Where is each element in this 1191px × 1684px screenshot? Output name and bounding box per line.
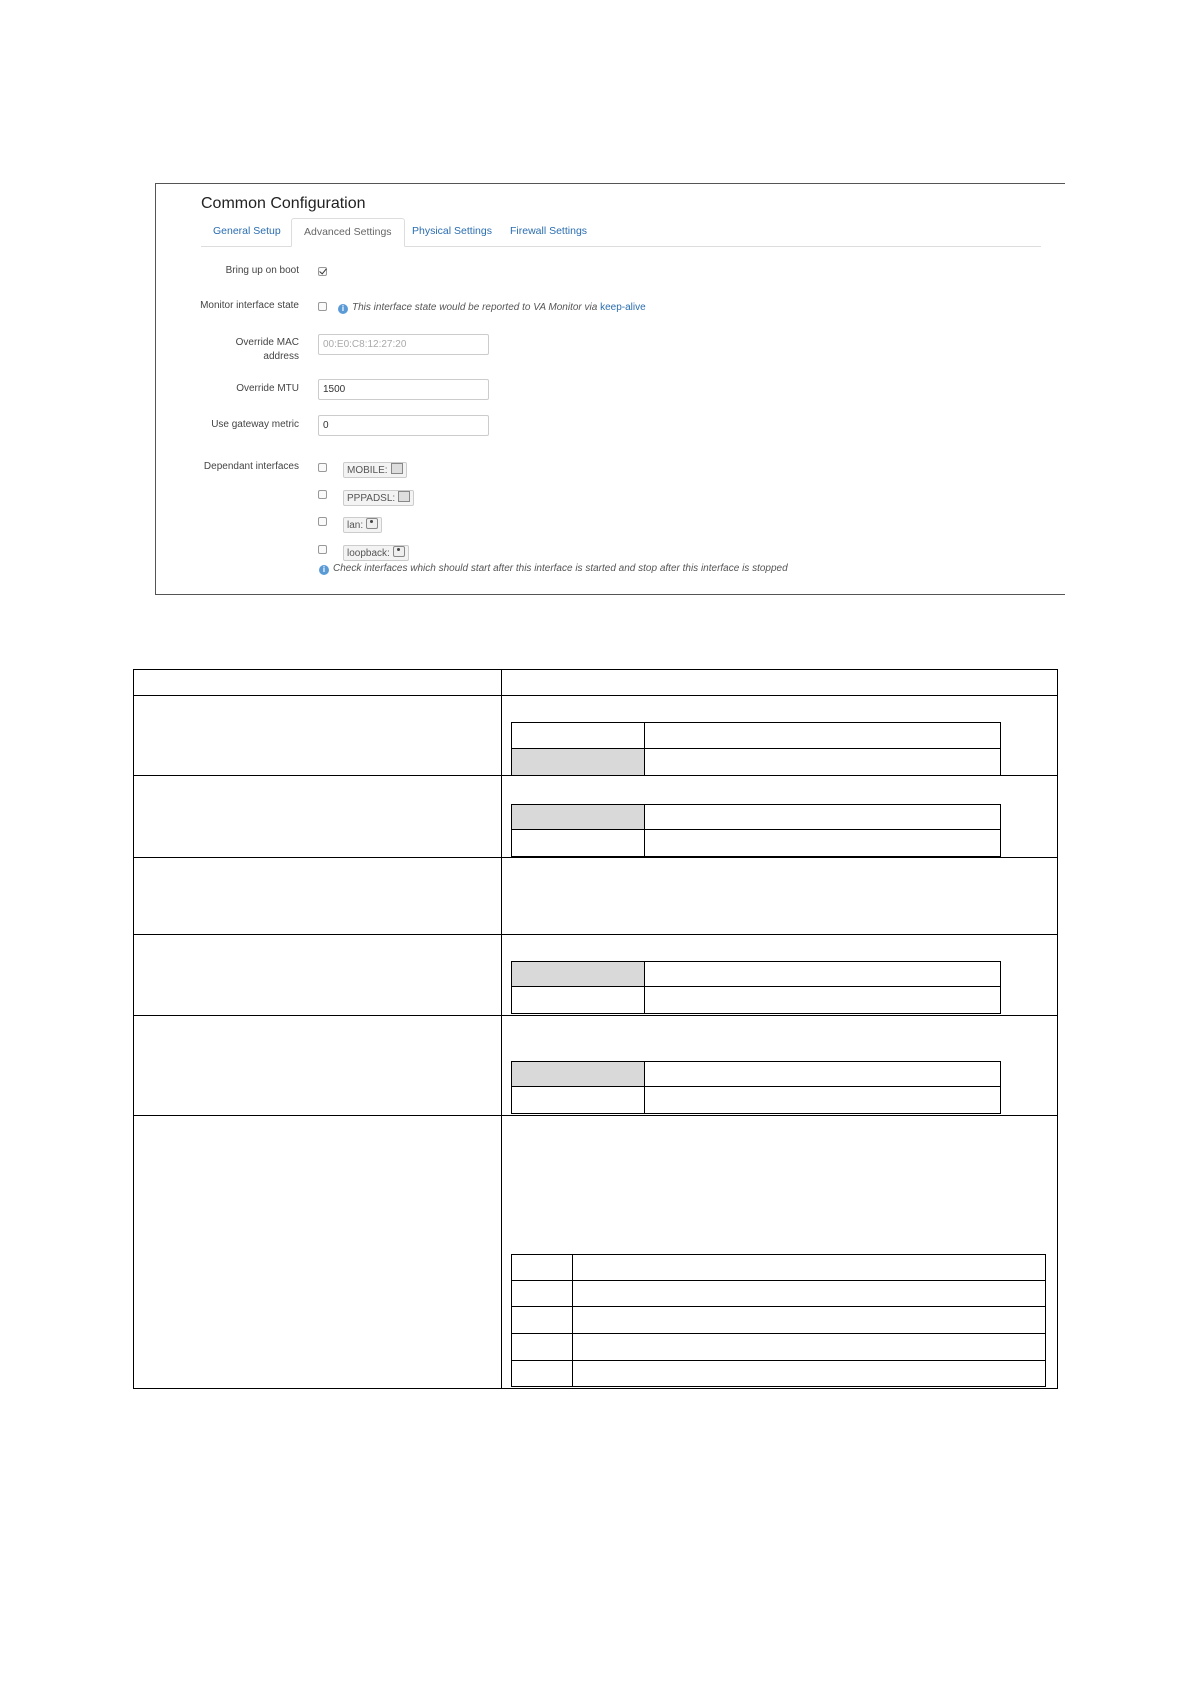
nested-table-border xyxy=(511,961,1001,962)
row-divider xyxy=(133,695,1058,696)
override-mac-input[interactable]: 00:E0:C8:12:27:20 xyxy=(318,334,489,355)
keep-alive-link[interactable]: keep-alive xyxy=(600,302,646,313)
info-icon: i xyxy=(338,304,348,314)
nested-table-border xyxy=(511,1013,1001,1014)
row-divider xyxy=(133,775,1058,776)
tab-firewall-settings[interactable]: Firewall Settings xyxy=(510,225,588,237)
dependant-interfaces-label: Dependant interfaces xyxy=(203,461,299,472)
dependant-loopback-checkbox[interactable] xyxy=(318,545,327,554)
row-divider xyxy=(133,1015,1058,1016)
nested-table-border xyxy=(511,1113,1001,1114)
nested-table-border xyxy=(511,1386,1046,1387)
nested-table-border xyxy=(644,804,645,857)
row-divider xyxy=(133,1115,1058,1116)
info-icon: i xyxy=(319,565,329,575)
user-icon xyxy=(393,546,405,557)
nested-table-border xyxy=(511,1254,1046,1255)
override-mtu-input[interactable]: 1500 xyxy=(318,379,489,400)
table-border xyxy=(133,669,1058,670)
interface-badge-pppadsl: PPPADSL: xyxy=(343,490,414,506)
override-mac-label: Override MAC address xyxy=(235,337,299,362)
nested-table-border xyxy=(511,1333,1046,1334)
dependant-mobile-checkbox[interactable] xyxy=(318,463,327,472)
row-divider xyxy=(133,934,1058,935)
nested-cell-shaded xyxy=(512,749,644,775)
nested-table-border xyxy=(1000,722,1001,775)
monitor-interface-hint: This interface state would be reported to VA Monitor via keep-alive xyxy=(352,302,646,313)
nested-table-border xyxy=(511,804,512,857)
nested-table-border xyxy=(511,1360,1046,1361)
nested-table-border xyxy=(572,1254,573,1387)
column-divider xyxy=(501,669,502,1389)
nested-table-border xyxy=(511,748,1001,749)
nested-table-border xyxy=(511,1061,1001,1062)
network-icon xyxy=(398,491,410,502)
bring-up-on-boot-label: Bring up on boot xyxy=(225,265,299,276)
nested-table-border xyxy=(511,804,1001,805)
gateway-metric-input[interactable]: 0 xyxy=(318,415,489,436)
nested-table-border xyxy=(511,1254,512,1387)
nested-cell-shaded xyxy=(512,962,644,986)
nested-table-border xyxy=(1000,804,1001,857)
tab-general-setup[interactable]: General Setup xyxy=(213,225,281,237)
tab-physical-settings[interactable]: Physical Settings xyxy=(412,225,492,237)
nested-table-border xyxy=(511,856,1001,857)
nested-table-border xyxy=(511,961,512,1014)
nested-table-border xyxy=(1000,961,1001,1014)
tab-bar xyxy=(201,218,1041,247)
table-border xyxy=(133,669,134,1389)
monitor-interface-state-checkbox[interactable] xyxy=(318,302,327,311)
nested-table-border xyxy=(511,1280,1046,1281)
nested-table-border xyxy=(511,1306,1046,1307)
panel-title: Common Configuration xyxy=(201,195,366,212)
interface-badge-mobile: MOBILE: xyxy=(343,462,407,478)
row-divider xyxy=(133,857,1058,858)
nested-table-border xyxy=(1000,1061,1001,1114)
nested-table-border xyxy=(1045,1254,1046,1387)
common-configuration-panel xyxy=(155,183,1065,595)
user-icon xyxy=(366,518,378,529)
table-border xyxy=(133,1388,1058,1389)
dependant-lan-checkbox[interactable] xyxy=(318,517,327,526)
nested-table-border xyxy=(511,986,1001,987)
override-mtu-label: Override MTU xyxy=(236,383,299,394)
nested-table-border xyxy=(511,829,1001,830)
dependant-interfaces-hint: Check interfaces which should start after this interface is started and stop after this interface is stopped xyxy=(333,563,788,574)
tab-advanced-settings[interactable]: Advanced Settings xyxy=(291,218,405,247)
dependant-pppadsl-checkbox[interactable] xyxy=(318,490,327,499)
nested-table-border xyxy=(511,1061,512,1114)
nested-cell-shaded xyxy=(512,805,644,829)
nested-table-border xyxy=(511,1086,1001,1087)
nested-table-border xyxy=(511,722,1001,723)
monitor-interface-state-label: Monitor interface state xyxy=(200,300,299,311)
nested-table-border xyxy=(511,722,512,775)
bring-up-on-boot-checkbox[interactable] xyxy=(318,267,327,276)
interface-badge-loopback: loopback: xyxy=(343,545,409,561)
nested-table-border xyxy=(644,722,645,775)
nested-cell-shaded xyxy=(512,1062,644,1086)
network-icon xyxy=(391,463,403,474)
gateway-metric-label: Use gateway metric xyxy=(211,419,299,430)
interface-badge-lan: lan: xyxy=(343,517,382,533)
nested-table-border xyxy=(644,961,645,1014)
table-border xyxy=(1057,669,1058,1389)
nested-table-border xyxy=(644,1061,645,1114)
